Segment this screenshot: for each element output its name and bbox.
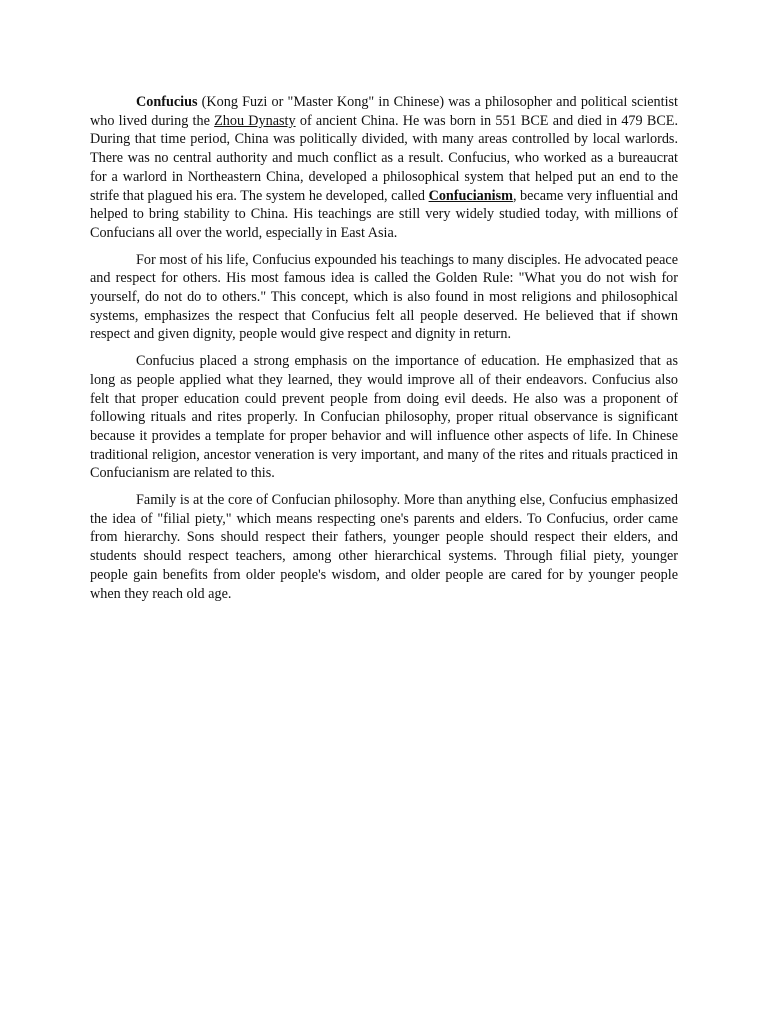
link-zhou-dynasty[interactable]: Zhou Dynasty bbox=[214, 112, 296, 129]
paragraph-4: Family is at the core of Confucian philosophy. More than anything else, Confucius emphasized the idea of "filial piety," which means respecting one's parents and elders. To Confucius, order came from hierarchy. Sons should respect their fathers, younger people should respect their elders, and students should respect teachers, among other hierarchical systems. Through filial piety, younger people gain benefits from older people's wisdom, and older people are cared for by younger people when they reach old age. bbox=[90, 492, 678, 602]
link-confucianism[interactable]: Confucianism bbox=[428, 187, 513, 204]
paragraph-1 bbox=[90, 93, 678, 243]
paragraph-3: Confucius placed a strong emphasis on the importance of education. He emphasized that as long as people applied what they learned, they would improve all of their endeavors. Confucius also felt that proper education could prevent people from doing evil deeds. He also was a proponent of following rituals and rites properly. In Confucian philosophy, proper ritual observance is significant because it provides a template for proper behavior and will influence other aspects of life. In Chinese traditional religion, ancestor veneration is very important, and many of the rites and rituals practiced in Confucianism are related to this. bbox=[90, 353, 678, 482]
document-page bbox=[90, 93, 678, 611]
paragraph-1-text-c: , became very influential and helped to bring stability to China. His teachings are still very widely studied today, with millions of Confucians all over the world, especially in East Asia. bbox=[90, 187, 679, 241]
paragraph-1-text-a: (Kong Fuzi or "Master Kong" in Chinese) was a philosopher and political scientist who lived during the bbox=[90, 94, 678, 129]
paragraph-2: For most of his life, Confucius expounded his teachings to many disciples. He advocated peace and respect for others. His most famous idea is called the Golden Rule: "What you do not wish for yourself, do not do to others." This concept, which is also found in most religions and philosophical systems, emphasizes the respect that Confucius felt all people deserved. He believed that if shown respect and given dignity, people would give respect and dignity in return. bbox=[90, 251, 678, 343]
paragraph-1-text-b: of ancient China. He was born in 551 BCE and died in 479 BCE. During that time period, China was politically divided, with many areas controlled by local warlords. There was no central authority and much conflict as a result. Confucius, who worked as a bureaucrat for a warlord in Northeastern China, developed a philosophical system that helped put an end to the strife that plagued his era. The system he developed, called bbox=[90, 112, 678, 204]
term-confucius: Confucius bbox=[136, 94, 198, 110]
